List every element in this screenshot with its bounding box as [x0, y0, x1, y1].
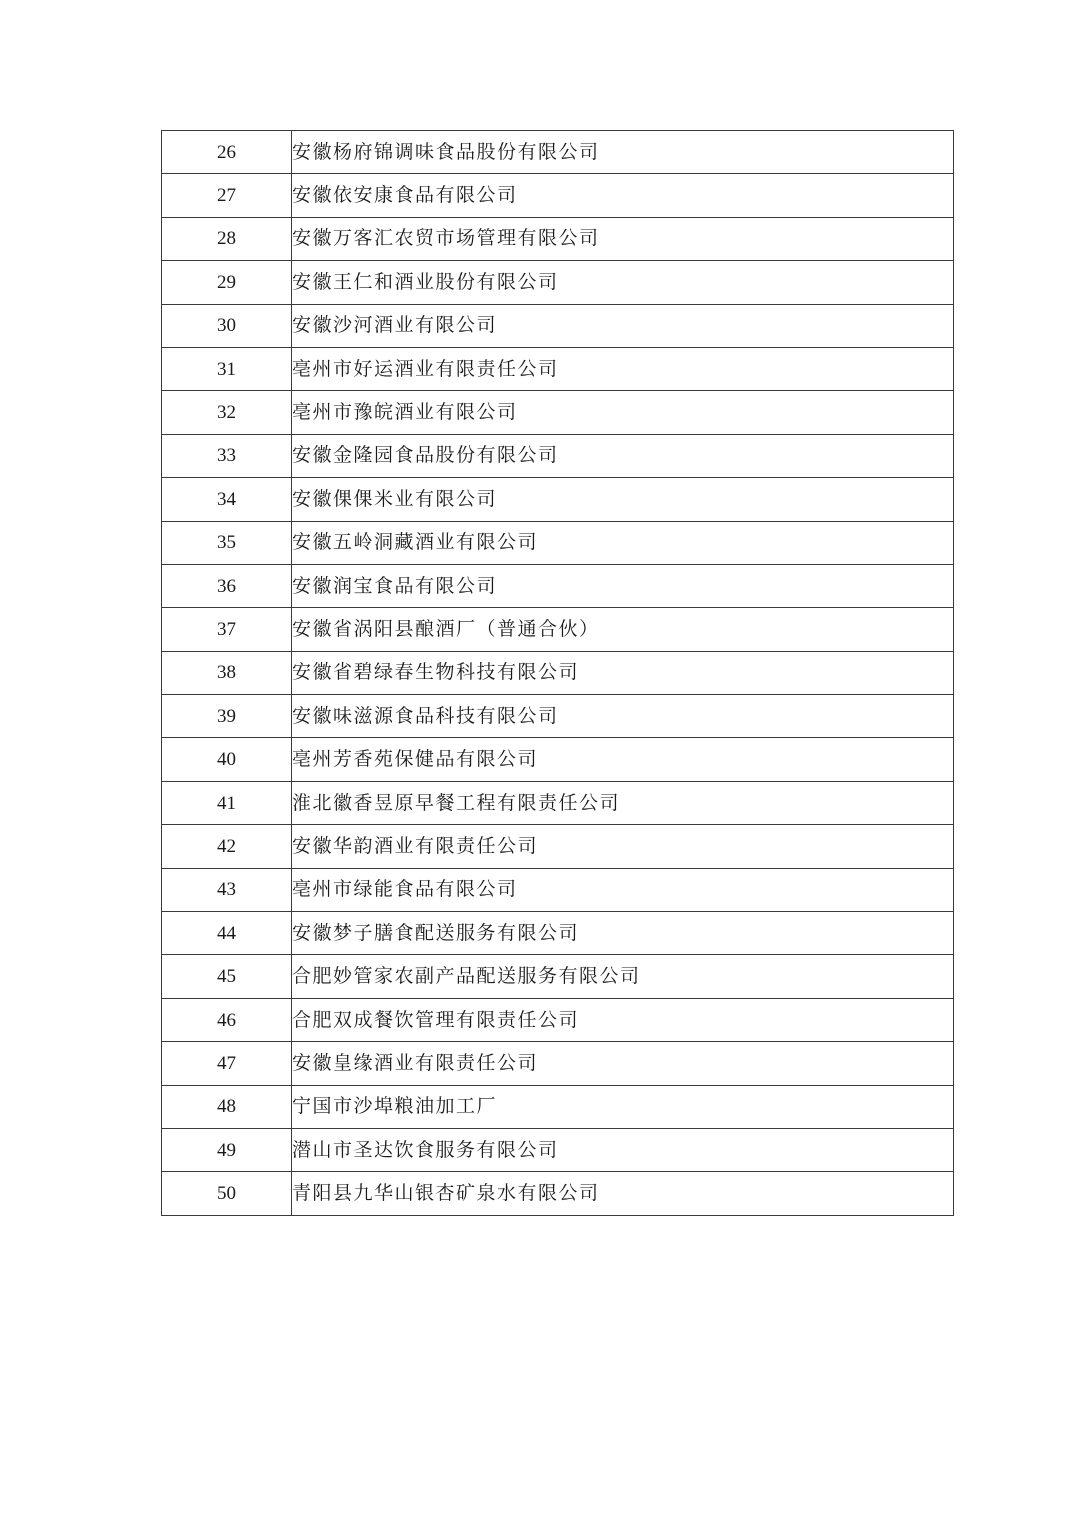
row-number-cell: 43 [162, 868, 292, 911]
table-row [162, 868, 954, 911]
company-name-cell: 安徽润宝食品有限公司 [292, 564, 954, 607]
company-name-cell: 安徽倮倮米业有限公司 [292, 478, 954, 521]
company-name-cell: 合肥妙管家农副产品配送服务有限公司 [292, 955, 954, 998]
table-row [162, 955, 954, 998]
company-name-cell: 亳州市豫皖酒业有限公司 [292, 391, 954, 434]
company-name-cell: 安徽省涡阳县酿酒厂（普通合伙） [292, 608, 954, 651]
table-row [162, 998, 954, 1041]
company-name-cell: 安徽五岭洞藏酒业有限公司 [292, 521, 954, 564]
company-name-cell: 潜山市圣达饮食服务有限公司 [292, 1128, 954, 1171]
table-row [162, 174, 954, 217]
row-number-cell: 30 [162, 304, 292, 347]
company-name-cell: 安徽杨府锦调味食品股份有限公司 [292, 131, 954, 174]
table-row [162, 261, 954, 304]
row-number-cell: 28 [162, 217, 292, 260]
company-name-cell: 安徽沙河酒业有限公司 [292, 304, 954, 347]
row-number-cell: 47 [162, 1042, 292, 1085]
company-list-table [161, 130, 954, 1216]
row-number-cell: 34 [162, 478, 292, 521]
table-row [162, 781, 954, 824]
row-number-cell: 46 [162, 998, 292, 1041]
table-row [162, 651, 954, 694]
company-name-cell: 安徽皇缘酒业有限责任公司 [292, 1042, 954, 1085]
company-name-cell: 安徽华韵酒业有限责任公司 [292, 825, 954, 868]
company-name-cell: 合肥双成餐饮管理有限责任公司 [292, 998, 954, 1041]
table-row [162, 608, 954, 651]
row-number-cell: 35 [162, 521, 292, 564]
table-row [162, 695, 954, 738]
table-row [162, 434, 954, 477]
table-row [162, 564, 954, 607]
table-row [162, 825, 954, 868]
table-row [162, 738, 954, 781]
row-number-cell: 31 [162, 347, 292, 390]
company-name-cell: 安徽味滋源食品科技有限公司 [292, 695, 954, 738]
row-number-cell: 27 [162, 174, 292, 217]
row-number-cell: 41 [162, 781, 292, 824]
company-name-cell: 青阳县九华山银杏矿泉水有限公司 [292, 1172, 954, 1215]
row-number-cell: 42 [162, 825, 292, 868]
row-number-cell: 29 [162, 261, 292, 304]
company-name-cell: 安徽省碧绿春生物科技有限公司 [292, 651, 954, 694]
table-row [162, 217, 954, 260]
table-body [162, 131, 954, 1216]
row-number-cell: 33 [162, 434, 292, 477]
table-row [162, 1128, 954, 1171]
row-number-cell: 48 [162, 1085, 292, 1128]
company-name-cell: 淮北徽香昱原早餐工程有限责任公司 [292, 781, 954, 824]
row-number-cell: 32 [162, 391, 292, 434]
row-number-cell: 38 [162, 651, 292, 694]
company-name-cell: 亳州市绿能食品有限公司 [292, 868, 954, 911]
row-number-cell: 49 [162, 1128, 292, 1171]
row-number-cell: 40 [162, 738, 292, 781]
table-row [162, 131, 954, 174]
company-name-cell: 亳州市好运酒业有限责任公司 [292, 347, 954, 390]
table-row [162, 1085, 954, 1128]
company-name-cell: 亳州芳香苑保健品有限公司 [292, 738, 954, 781]
company-name-cell: 安徽金隆园食品股份有限公司 [292, 434, 954, 477]
row-number-cell: 26 [162, 131, 292, 174]
row-number-cell: 50 [162, 1172, 292, 1215]
row-number-cell: 39 [162, 695, 292, 738]
company-name-cell: 安徽梦子膳食配送服务有限公司 [292, 912, 954, 955]
table-row [162, 521, 954, 564]
table-row [162, 391, 954, 434]
row-number-cell: 37 [162, 608, 292, 651]
company-name-cell: 安徽王仁和酒业股份有限公司 [292, 261, 954, 304]
company-name-cell: 宁国市沙埠粮油加工厂 [292, 1085, 954, 1128]
company-name-cell: 安徽万客汇农贸市场管理有限公司 [292, 217, 954, 260]
table-row [162, 1172, 954, 1215]
table-row [162, 1042, 954, 1085]
table-row [162, 912, 954, 955]
table-row [162, 478, 954, 521]
row-number-cell: 36 [162, 564, 292, 607]
row-number-cell: 44 [162, 912, 292, 955]
row-number-cell: 45 [162, 955, 292, 998]
table-row [162, 304, 954, 347]
company-name-cell: 安徽依安康食品有限公司 [292, 174, 954, 217]
table-row [162, 347, 954, 390]
